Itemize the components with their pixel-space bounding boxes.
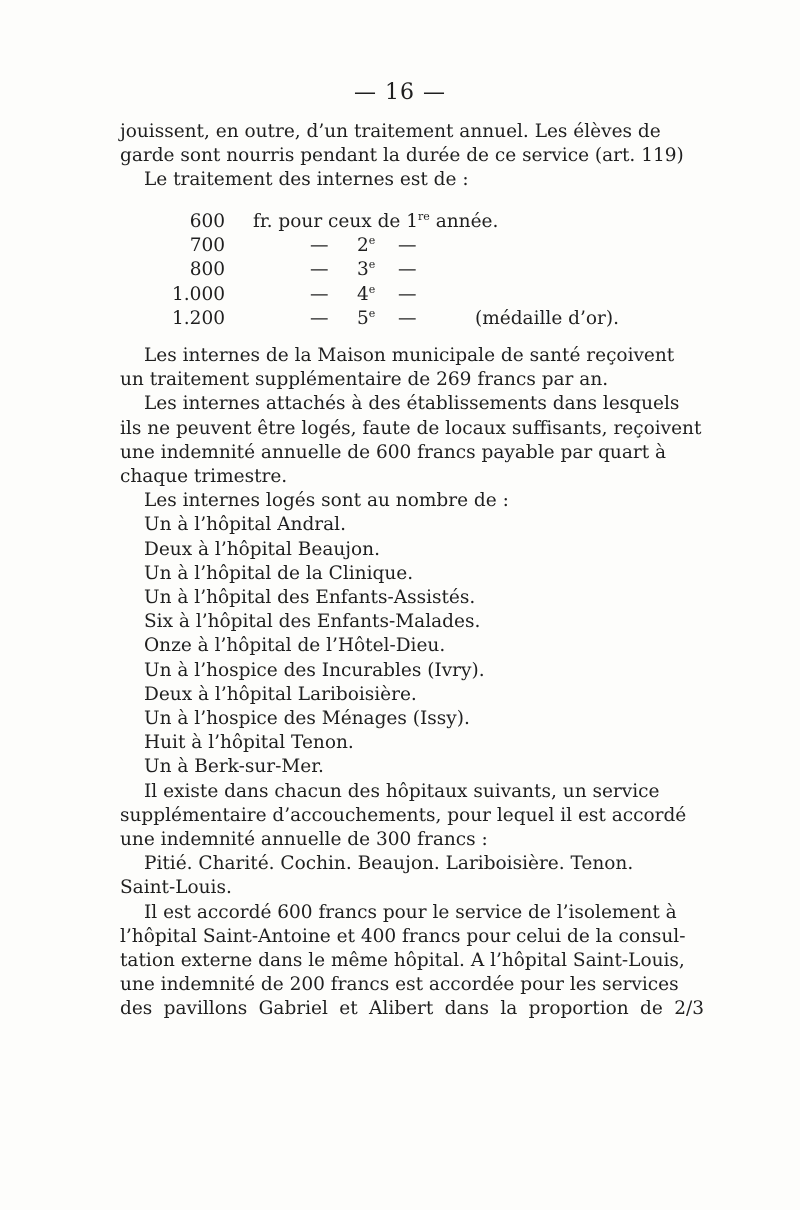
paragraph-isolation xyxy=(120,901,704,1022)
ditto-dash: — xyxy=(398,283,417,305)
text-line: des pavillons Gabriel et Alibert dans la proportion de 2/3 xyxy=(120,998,704,1020)
text-line: Les internes attachés à des établissements dans lesquels xyxy=(144,393,680,415)
paragraph-municipal-house xyxy=(120,344,704,392)
text-line: ils ne peuvent être logés, faute de locaux suffisants, reçoivent xyxy=(120,417,702,439)
text-line: jouissent, en outre, d’un traitement annuel. Les élèves de xyxy=(120,121,661,142)
salary-amount: 600 xyxy=(189,211,225,232)
year-ordinal-cell xyxy=(357,307,375,331)
year-number: 2 xyxy=(357,235,369,257)
year-ordinal-cell xyxy=(357,258,375,282)
salary-description xyxy=(253,210,498,234)
year-ordinal: e xyxy=(368,282,376,296)
page-number: — 16 — xyxy=(354,80,446,105)
ditto-dash: — xyxy=(310,235,329,257)
year-ordinal-cell xyxy=(357,283,375,307)
year-ordinal: e xyxy=(368,258,376,272)
text-line: tation externe dans le même hôpital. A l’hôpital Saint-Louis, xyxy=(120,950,685,972)
year-number: 1 xyxy=(406,211,419,232)
text-line: Le traitement des internes est de : xyxy=(144,169,469,191)
year-number: 3 xyxy=(357,259,369,281)
gold-medal-note: (médaille d’or). xyxy=(475,307,619,329)
text-line: Les internes de la Maison municipale de santé reçoivent xyxy=(144,345,675,366)
ditto-dash: — xyxy=(398,235,417,257)
paragraph-unlodged-interns xyxy=(120,392,704,489)
text-line: une indemnité annuelle de 600 francs payable par quart à xyxy=(120,441,667,463)
year-word: année. xyxy=(435,211,499,232)
text-line: Il existe dans chacun des hôpitaux suivants, un service xyxy=(144,780,660,802)
year-ordinal: re xyxy=(418,209,430,223)
list-item: Huit à l’hôpital Tenon. xyxy=(144,732,354,754)
text-line: l’hôpital Saint-Antoine et 400 francs pour celui de la consul- xyxy=(120,925,686,947)
salary-amount: 700 xyxy=(189,235,225,257)
text-line: Il est accordé 600 francs pour le service de l’isolement à xyxy=(144,901,677,923)
year-ordinal-cell xyxy=(357,234,375,258)
ditto-dash: — xyxy=(398,307,417,329)
ditto-dash: — xyxy=(310,307,329,329)
text-line: un traitement supplémentaire de 269 francs par an. xyxy=(120,369,609,391)
text-line: supplémentaire d’accouchements, pour lequel il est accordé xyxy=(120,804,687,826)
list-item: Six à l’hôpital des Enfants-Malades. xyxy=(144,611,481,633)
main-text xyxy=(120,344,704,1022)
salary-label: fr. pour ceux de xyxy=(253,211,401,232)
year-ordinal: e xyxy=(368,234,376,248)
text-line: garde sont nourris pendant la durée de ce service (art. 119) xyxy=(120,145,684,167)
year-number: 4 xyxy=(357,283,369,305)
hospital-list-line: Pitié. Charité. Cochin. Beaujon. Lariboisière. Tenon. xyxy=(144,853,634,875)
salary-amount: 800 xyxy=(189,259,225,281)
list-item: Deux à l’hôpital Lariboisière. xyxy=(144,683,417,705)
list-item: Deux à l’hôpital Beaujon. xyxy=(144,538,380,560)
text-line: Saint-Louis. xyxy=(120,877,232,899)
text-line: une indemnité annuelle de 300 francs : xyxy=(120,829,488,851)
ditto-dash: — xyxy=(310,259,329,281)
text-line: une indemnité de 200 francs est accordée pour les services xyxy=(120,974,679,996)
ditto-dash: — xyxy=(398,259,417,281)
salary-amount: 1.200 xyxy=(172,307,225,329)
year-ordinal: e xyxy=(368,306,376,320)
list-item: Un à l’hôpital Andral. xyxy=(144,514,346,536)
lodged-interns-section xyxy=(120,489,704,779)
paragraph-salary-intro xyxy=(120,120,704,193)
list-item: Un à l’hôpital des Enfants-Assistés. xyxy=(144,587,476,609)
paragraph-obstetrics xyxy=(120,780,704,901)
salary-amount: 1.000 xyxy=(172,283,225,305)
lodged-intro: Les internes logés sont au nombre de : xyxy=(144,490,509,512)
ditto-dash: — xyxy=(310,283,329,305)
text-line: chaque trimestre. xyxy=(120,466,288,488)
list-item: Un à Berk-sur-Mer. xyxy=(144,756,324,778)
list-item: Un à l’hospice des Ménages (Issy). xyxy=(144,708,470,730)
list-item: Onze à l’hôpital de l’Hôtel-Dieu. xyxy=(144,635,446,657)
year-number: 5 xyxy=(357,307,369,329)
list-item: Un à l’hôpital de la Clinique. xyxy=(144,562,414,584)
lodged-interns-list xyxy=(120,513,704,779)
list-item: Un à l’hospice des Incurables (Ivry). xyxy=(144,659,485,681)
